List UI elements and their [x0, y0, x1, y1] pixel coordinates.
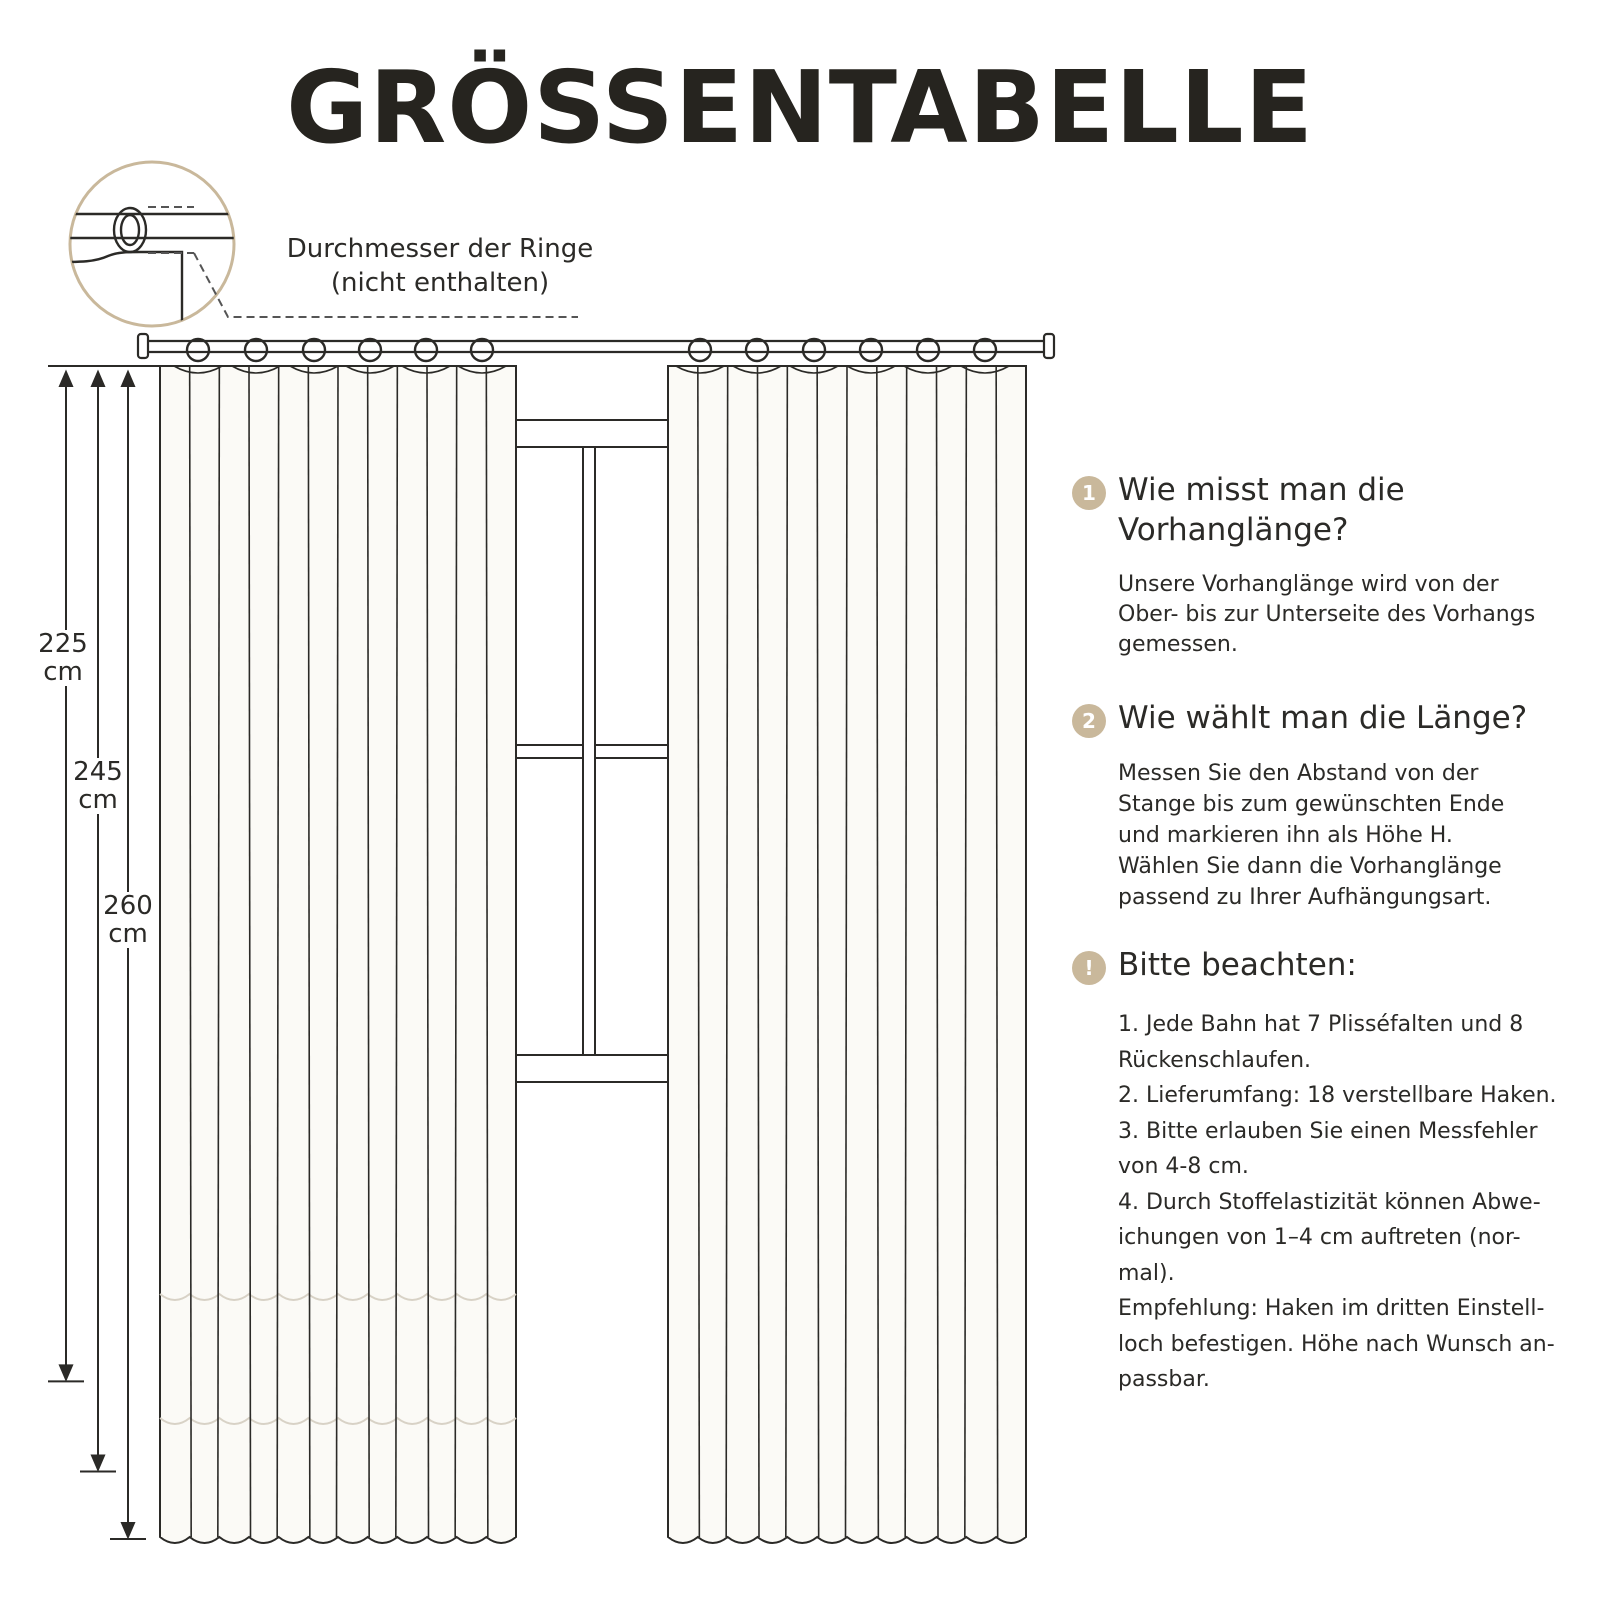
section-heading [1072, 945, 1572, 985]
ring-icon [917, 339, 939, 361]
dimension-label-260 [100, 892, 156, 948]
body-line: ichungen von 1–4 cm auftreten (nor- [1118, 1225, 1521, 1250]
body-line: loch befestigen. Höhe nach Wunsch an- [1118, 1331, 1555, 1357]
arrow-up-icon [60, 372, 72, 386]
body-line: Rückenschlaufen. [1118, 1047, 1312, 1073]
ring-icon [803, 339, 825, 361]
body-line: passbar. [1118, 1367, 1210, 1392]
dimension-unit: cm [78, 785, 118, 815]
ring-icon [415, 339, 437, 361]
section-body [1072, 758, 1572, 913]
curtain-rings [187, 339, 996, 361]
dimension-lines [48, 366, 160, 1539]
section-choose-length [1072, 698, 1572, 913]
ring-icon [471, 339, 493, 361]
dimension-value: 245 [73, 757, 123, 787]
arrow-down-icon [60, 1365, 72, 1379]
ring-icon [746, 339, 768, 361]
section-measure-length [1072, 470, 1572, 660]
ring-note-line-1: Durchmesser der Ringe [286, 234, 594, 264]
dimension-value: 260 [103, 891, 153, 921]
body-line: und markieren ihn als Höhe H. [1118, 823, 1453, 848]
ring-diameter-note [270, 232, 610, 300]
section-title-line: Vorhanglänge? [1118, 512, 1349, 548]
section-heading [1072, 698, 1572, 738]
body-line: mal). [1118, 1260, 1175, 1286]
ring-icon [303, 339, 325, 361]
dimension-unit: cm [108, 919, 148, 949]
exclamation-badge-icon: ! [1072, 951, 1106, 985]
number-badge-icon: 1 [1072, 476, 1106, 510]
arrow-up-icon [92, 372, 104, 386]
curtain-panel-right [668, 366, 1026, 1543]
body-line: von 4-8 cm. [1118, 1154, 1249, 1179]
body-line: passend zu Ihrer Aufhängungsart. [1118, 885, 1492, 910]
ring-icon [860, 339, 882, 361]
arrow-up-icon [122, 372, 134, 386]
section-body [1072, 570, 1572, 660]
section-title: Wie wählt man die Länge? [1118, 700, 1528, 736]
body-line: Messen Sie den Abstand von der [1118, 761, 1479, 786]
ring-icon [974, 339, 996, 361]
page-title: GRÖSSENTABELLE [286, 49, 1314, 166]
body-line: 4. Durch Stoffelastizität können Abwe- [1118, 1189, 1541, 1215]
number-badge-icon: 2 [1072, 704, 1106, 738]
arrow-down-icon [122, 1523, 134, 1537]
body-line: gemessen. [1118, 632, 1238, 657]
section-title: Bitte beachten: [1118, 947, 1357, 983]
arrow-down-icon [92, 1455, 104, 1469]
dimension-unit: cm [43, 657, 83, 687]
body-line: 1. Jede Bahn hat 7 Plisséfalten und 8 [1118, 1012, 1524, 1037]
section-title-line: Wie misst man die [1118, 472, 1405, 508]
ring-note-line-2: (nicht enthalten) [330, 268, 550, 298]
body-line: Stange bis zum gewünschten Ende [1118, 792, 1505, 817]
ring-icon [359, 339, 381, 361]
ring-icon [689, 339, 711, 361]
ring-icon [245, 339, 267, 361]
section-body [1072, 1007, 1572, 1398]
body-line: Empfehlung: Haken im dritten Einstell- [1118, 1296, 1545, 1321]
info-panel [1072, 470, 1572, 1398]
body-line: 2. Lieferumfang: 18 verstellbare Haken. [1118, 1083, 1557, 1108]
section-please-note [1072, 945, 1572, 1398]
ring-icon [187, 339, 209, 361]
body-line: Unsere Vorhanglänge wird von der [1118, 572, 1499, 597]
section-heading [1072, 470, 1572, 550]
dimension-value: 225 [38, 629, 88, 659]
dimension-label-245 [70, 758, 126, 814]
dimension-label-225 [36, 630, 90, 686]
curtain-panel-left [160, 366, 516, 1543]
window-frame [510, 420, 668, 1082]
body-line: Wählen Sie dann die Vorhanglänge [1118, 854, 1502, 879]
body-line: Ober- bis zur Unterseite des Vorhangs [1118, 602, 1536, 627]
body-line: 3. Bitte erlauben Sie einen Messfehler [1118, 1118, 1538, 1144]
section-title [1118, 470, 1572, 550]
